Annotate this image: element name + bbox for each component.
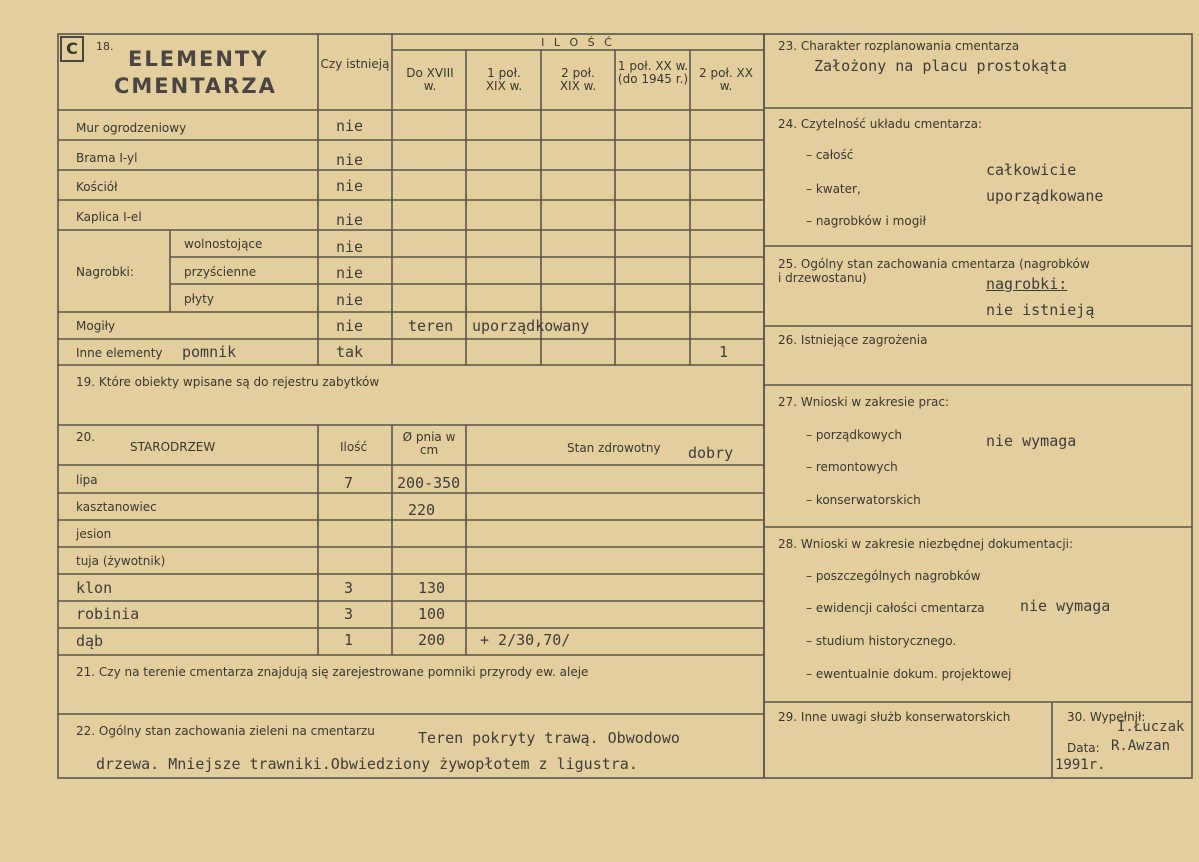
row-czy-value: nie	[336, 117, 364, 135]
tree-name: dąb	[76, 632, 104, 650]
row-czy-value: nie	[336, 264, 364, 282]
tree-name: robinia	[76, 605, 140, 623]
row-czy-value: tak	[336, 343, 364, 361]
tree-ilosc: 1	[344, 631, 354, 649]
row-label: Inne elementy	[76, 346, 163, 360]
starodrzew-title: STARODRZEW	[130, 440, 216, 454]
q22-answer-line2: drzewa. Mniejsze trawniki.Obwiedziony żywopłotem z ligustra.	[96, 755, 638, 773]
tree-name: lipa	[76, 473, 98, 487]
q24-label: 24. Czytelność układu cmentarza:	[778, 117, 983, 131]
row-czy-value: nie	[336, 177, 364, 195]
col-2pol-xix: 2 poł. XIX w.	[559, 66, 597, 93]
col-pnia: Ø pnia w cm	[402, 430, 456, 457]
q27-label: 27. Wnioski w zakresie prac:	[778, 395, 950, 409]
inne-count-2polxx: 1	[719, 343, 729, 361]
col-1pol-xix: 1 poł. XIX w.	[485, 66, 523, 93]
q30-name2: R.Awzan	[1111, 738, 1171, 754]
row-label: przyścienne	[184, 265, 257, 279]
q24-answer-line2: uporządkowane	[986, 187, 1104, 205]
q30-data-label: Data:	[1067, 741, 1100, 755]
stan-value: dobry	[688, 444, 734, 462]
col-stan: Stan zdrowotny	[567, 441, 661, 455]
col-do-xviii: Do XVIII w.	[406, 66, 454, 93]
col-ilosc: Ilość	[340, 440, 368, 454]
q22-answer-line1: Teren pokryty trawą. Obwodowo	[418, 729, 680, 747]
q27-item-porzadkowych: – porządkowych	[806, 428, 902, 442]
q28-item-ewidencji: – ewidencji całości cmentarza	[806, 601, 985, 615]
q28-item-projektowej: – ewentualnie dokum. projektowej	[806, 667, 1012, 681]
row-czy-value: nie	[336, 291, 364, 309]
row-label: Kaplica I-el	[76, 210, 142, 224]
q30-name1: I.Łuczak	[1117, 719, 1185, 735]
row-czy-value: nie	[336, 238, 364, 256]
q25-answer-line1: nagrobki:	[986, 275, 1068, 293]
q25-label-line2: i drzewostanu)	[778, 271, 867, 285]
section-18-number: 18.	[96, 40, 114, 53]
q27-item-remontowych: – remontowych	[806, 460, 898, 474]
tree-stan: + 2/30,70/	[480, 631, 571, 649]
mogily-note-uporzadkowany: uporządkowany	[472, 317, 590, 335]
q30-year: 1991r.	[1055, 757, 1106, 773]
q30-label: 30. Wypełnił:	[1067, 710, 1146, 724]
elementy-title: ELEMENTY	[128, 47, 269, 71]
q24-item-nagrobkow: – nagrobków i mogił	[806, 214, 927, 228]
q25-label-line1: 25. Ogólny stan zachowania cmentarza (nagrobków	[778, 257, 1090, 271]
tree-name: kasztanowiec	[76, 500, 157, 514]
tree-ilosc: 3	[344, 605, 354, 623]
q27-answer: nie wymaga	[986, 432, 1077, 450]
row-label: Mur ogrodzeniowy	[76, 121, 187, 135]
tree-name: tuja (żywotnik)	[76, 554, 166, 568]
q24-item-calosc: – całość	[806, 148, 854, 162]
q28-answer: nie wymaga	[1020, 597, 1111, 615]
q23-label: 23. Charakter rozplanowania cmentarza	[778, 39, 1020, 53]
q21-label: 21. Czy na terenie cmentarza znajdują się zarejestrowane pomniki przyrody ew. aleje	[76, 665, 589, 679]
q19-label: 19. Które obiekty wpisane są do rejestru zabytków	[76, 375, 380, 389]
row-czy-value: nie	[336, 317, 364, 335]
q24-item-kwater: – kwater,	[806, 182, 861, 196]
q23-answer: Założony na placu prostokąta	[814, 57, 1067, 75]
inne-elementy-value: pomnik	[182, 343, 237, 361]
row-label: Kościół	[76, 180, 118, 194]
col-2pol-xx: 2 poł. XX w.	[699, 66, 753, 93]
tree-pnia: 130	[418, 579, 446, 597]
tree-pnia: 200	[418, 631, 446, 649]
q25-answer-line2: nie istnieją	[986, 301, 1095, 319]
q22-label: 22. Ogólny stan zachowania zieleni na cmentarzu	[76, 724, 375, 738]
row-czy-value: nie	[336, 211, 364, 229]
tree-ilosc: 3	[344, 579, 354, 597]
q28-item-studium: – studium historycznego.	[806, 634, 957, 648]
row-label: Mogiły	[76, 319, 116, 333]
tree-name: klon	[76, 579, 113, 597]
tree-name: jesion	[76, 527, 112, 541]
q20-number: 20.	[76, 430, 96, 444]
q28-item-nagrobkow: – poszczególnych nagrobków	[806, 569, 981, 583]
q26-label: 26. Istniejące zagrożenia	[778, 333, 928, 347]
tree-ilosc: 7	[344, 474, 354, 492]
tree-pnia: 200-350	[397, 474, 461, 492]
col-1pol-xx: 1 poł. XX w. (do 1945 r.)	[617, 59, 689, 86]
col-czy-istnieja: Czy istnieją	[320, 57, 390, 71]
q27-item-konserwatorskich: – konserwatorskich	[806, 493, 921, 507]
tree-pnia: 220	[408, 501, 436, 519]
q29-label: 29. Inne uwagi służb konserwatorskich	[778, 710, 1011, 724]
col-ilosc-header: I L O Ś Ć	[541, 36, 615, 49]
q24-answer-line1: całkowicie	[986, 161, 1077, 179]
section-letter-box: C	[60, 36, 84, 62]
nagrobki-label: Nagrobki:	[76, 265, 134, 279]
cmentarza-title: CMENTARZA	[114, 74, 277, 98]
row-label: płyty	[184, 292, 214, 306]
q28-label: 28. Wnioski w zakresie niezbędnej dokumentacji:	[778, 537, 1074, 551]
row-label: wolnostojące	[184, 237, 263, 251]
mogily-note-teren: teren	[408, 317, 454, 335]
row-czy-value: nie	[336, 151, 364, 169]
row-label: Brama I-yl	[76, 151, 138, 165]
tree-pnia: 100	[418, 605, 446, 623]
